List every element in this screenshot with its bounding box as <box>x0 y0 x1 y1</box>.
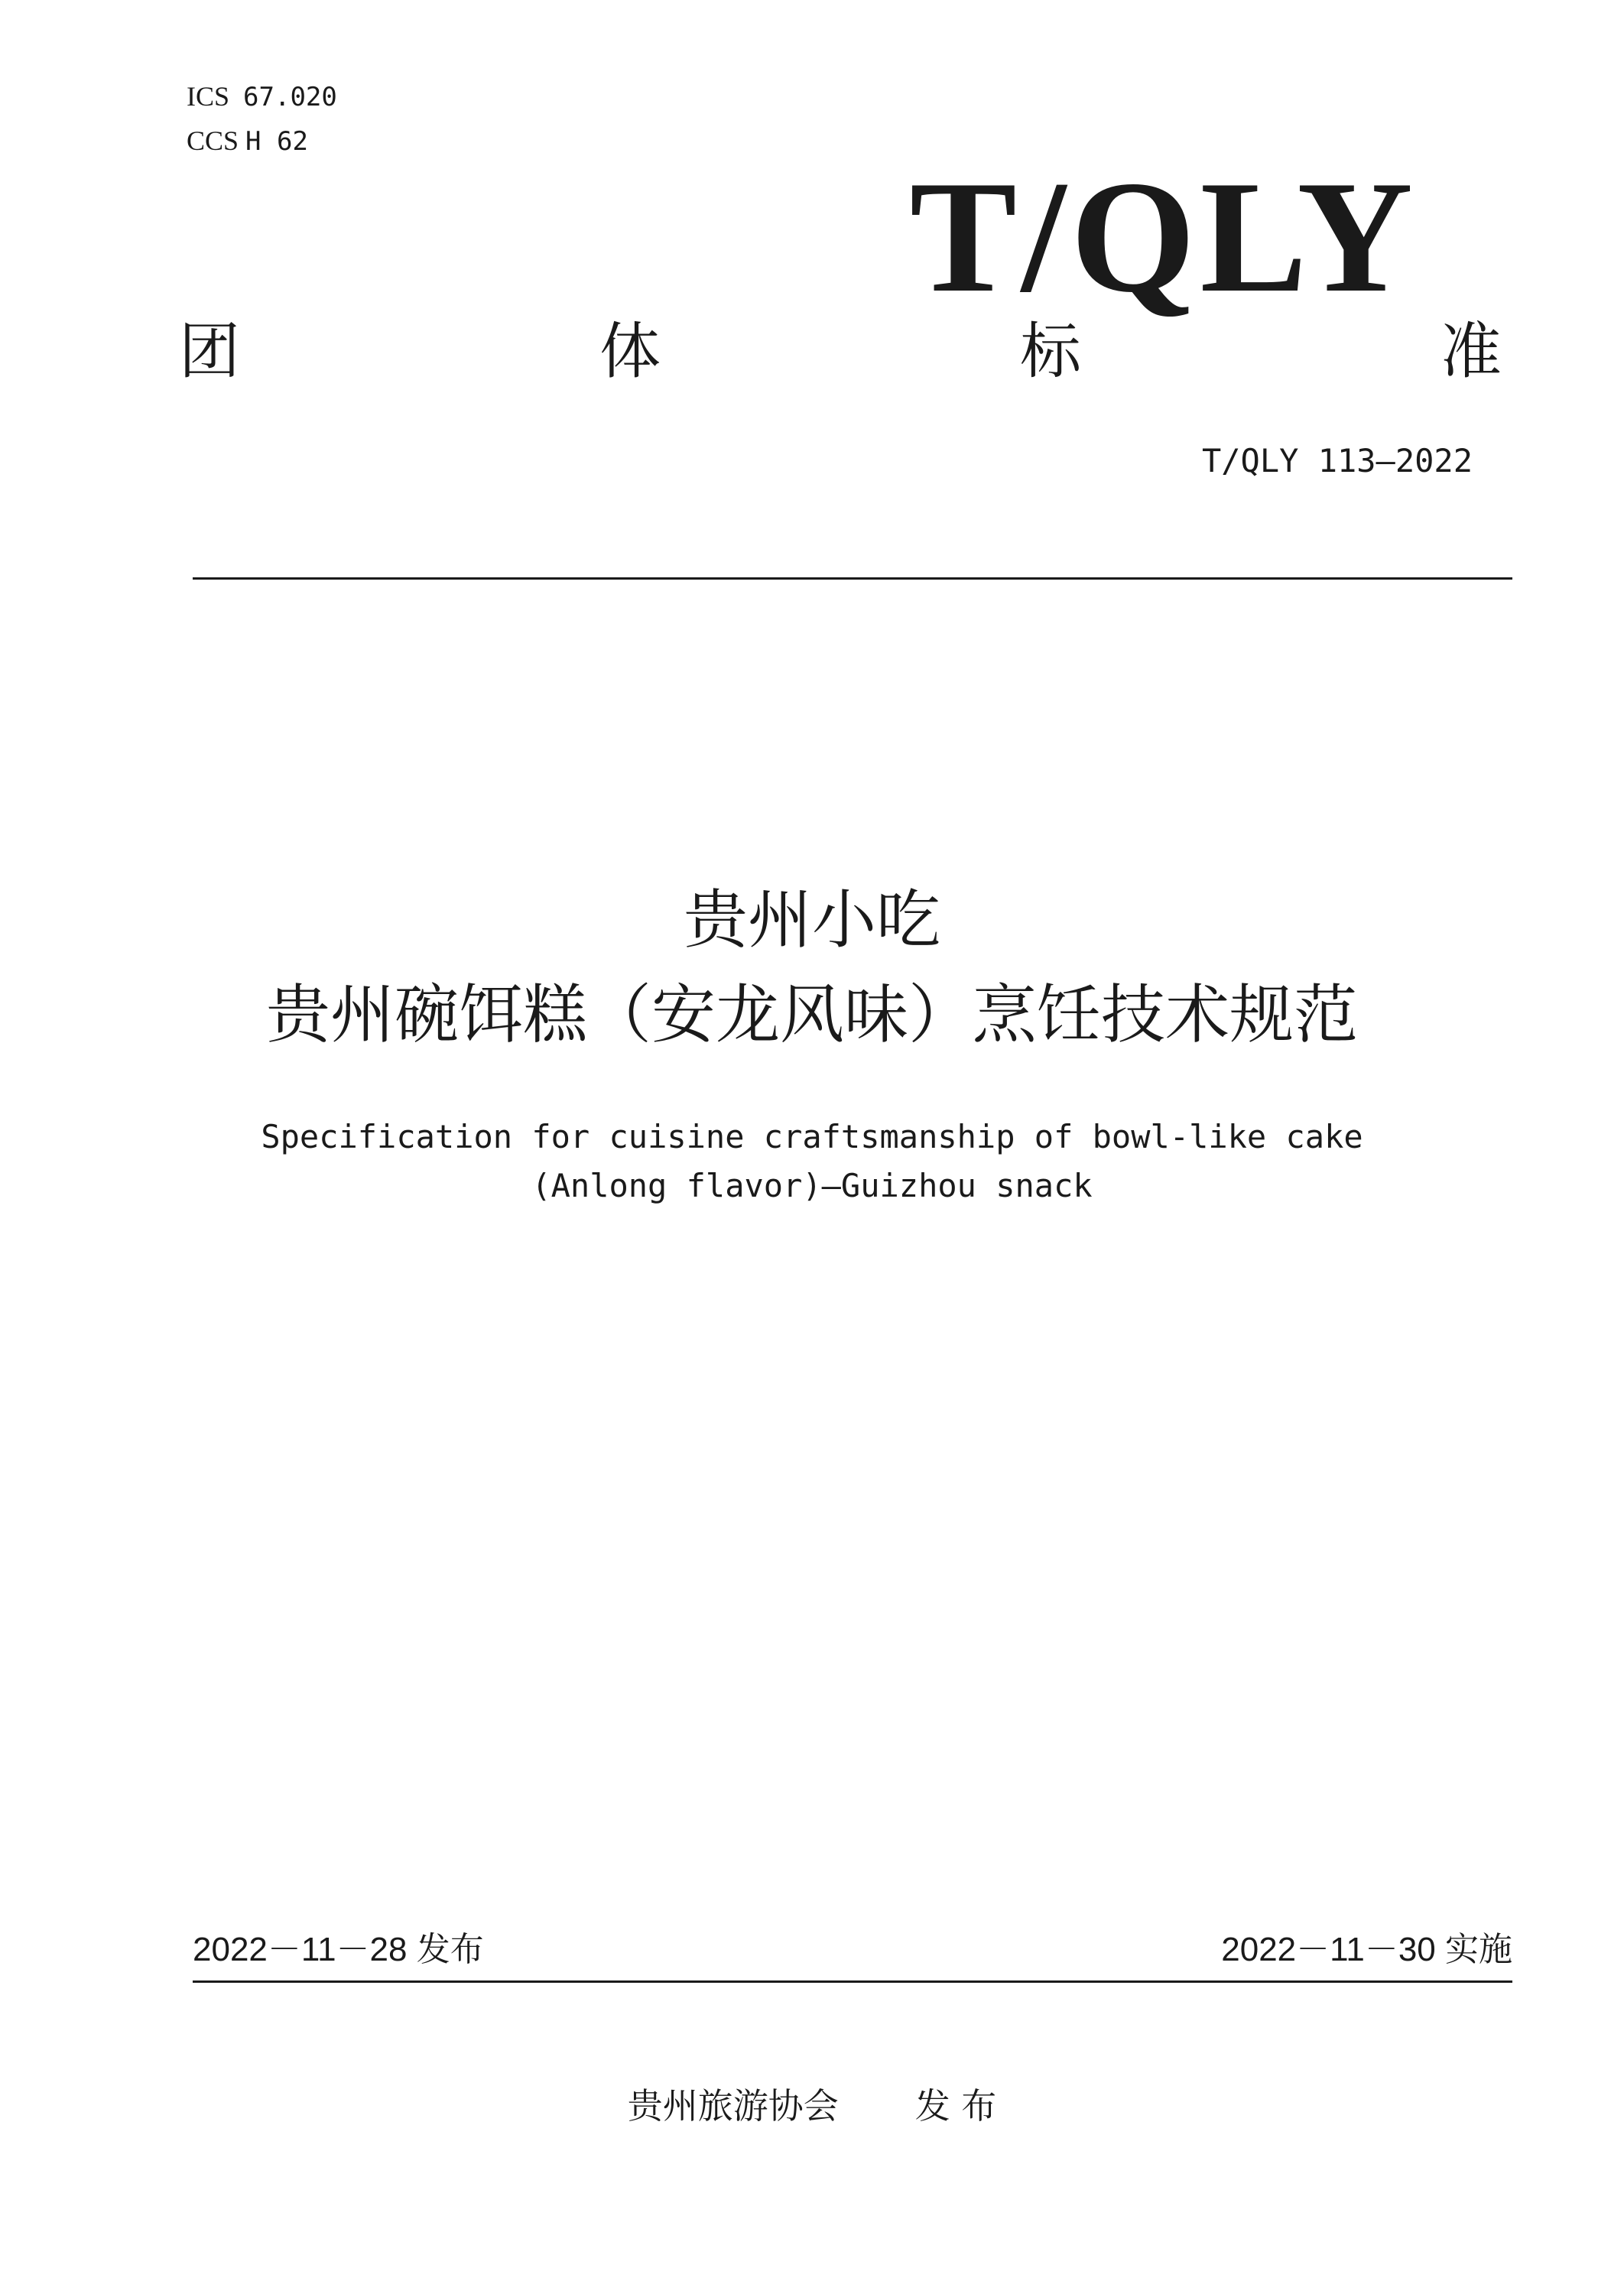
title-zh-line2: 贵州碗饵糕（安龙风味）烹饪技术规范 <box>265 977 1358 1052</box>
ics-classification <box>187 80 337 114</box>
implement-date: 2022－11－30 实施 <box>1221 1931 1512 1968</box>
standard-type-char: 准 <box>1440 316 1502 387</box>
ics-label: ICS <box>187 81 230 112</box>
issuer-line <box>0 2083 1624 2129</box>
title-en-line1: Specification for cuisine craftsmanship of bowl-like cake <box>261 1118 1363 1155</box>
issuer-action: 发 布 <box>914 2085 997 2127</box>
ccs-classification <box>187 124 308 158</box>
standard-type-char: 标 <box>1020 316 1081 387</box>
issuer-name: 贵州旅游协会 <box>627 2085 839 2127</box>
ccs-label: CCS <box>187 125 239 156</box>
top-divider <box>193 577 1512 580</box>
standard-number: T/QLY 113—2022 <box>1201 442 1473 479</box>
standard-logo: T/QLY <box>909 148 1418 326</box>
bottom-divider <box>193 1980 1512 1983</box>
publish-date: 2022－11－28 发布 <box>193 1931 484 1968</box>
title-en-line2: (Anlong flavor)—Guizhou snack <box>531 1167 1093 1204</box>
standard-type-char: 体 <box>599 316 661 387</box>
ccs-code: H 62 <box>245 126 308 157</box>
standard-type-heading <box>179 314 1502 390</box>
standard-type-char: 团 <box>179 316 240 387</box>
title-zh-line1: 贵州小吃 <box>683 882 940 957</box>
ics-code: 67.020 <box>243 82 337 112</box>
